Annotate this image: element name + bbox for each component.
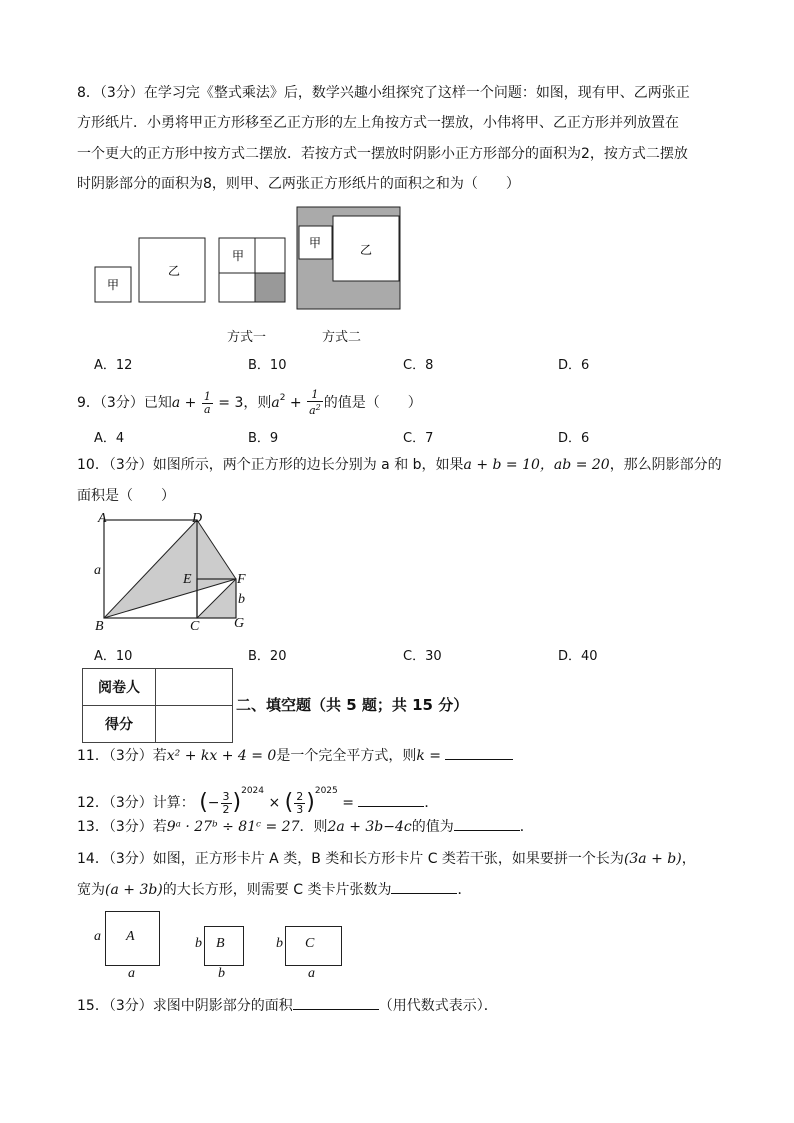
card-b-side-label: b [195,936,202,951]
q8-figure [90,202,410,317]
mode1-caption: 方式一 [227,330,267,345]
q10-stem-line-1: 10．（3分）如图所示，两个正方形的边长分别为 a 和 b，如果a + b = 10，ab = 20，那么阴影部分的 [77,457,722,473]
card-c-bottom-label: a [308,966,315,981]
q9-fraction-2: $\frac{1}{a^2}$ [309,388,321,417]
q15-answer-blank[interactable] [293,995,379,1010]
mode2-yi-label: 乙 [359,243,373,257]
q14-stem-line-1: 14．（3分）如图，正方形卡片 A 类，B 类和长方形卡片 C 类若干张，如果要拼一个长为(3a + b)， [77,851,696,867]
q8-option-a[interactable]: A．12 [94,358,133,373]
q13-answer-blank[interactable] [454,816,520,831]
q12-fraction-2: $\frac{2}{3}$ [296,789,304,816]
q14-answer-blank[interactable] [391,879,457,894]
q8-option-c[interactable]: C．8 [403,358,434,373]
q10-option-a[interactable]: A．10 [94,649,133,664]
label-A: A [98,511,107,526]
q11-answer-blank[interactable] [445,745,513,760]
label-G: G [234,616,245,631]
q15-stem: 15．（3分）求图中阴影部分的面积 （用代数式表示）． [77,995,498,1017]
mode1-shaded-square [255,273,285,302]
q9-option-b[interactable]: B．9 [248,431,279,446]
label-D: D [192,511,203,526]
q12-answer-blank[interactable] [358,792,424,807]
q12-fraction-1: $\frac{3}{2}$ [222,789,230,816]
q8-stem-line-2: 方形纸片．小勇将甲正方形移至乙正方形的左上角按方式一摆放，小伟将甲、乙正方形并列放置在 [77,115,679,131]
section-2-title: 二、填空题（共 5 题；共 15 分） [236,696,469,714]
card-a-label: A [126,929,135,944]
q9-stem: 9．（3分）已知a + $\frac{1}{a}$ = 3，则$a^2$ + $\frac{1}{a^2}$ 的值是（ ） [77,388,422,417]
label-b: b [238,592,245,607]
reviewer-cell[interactable] [156,669,233,706]
label-B: B [95,619,104,634]
card-c-side-label: b [276,936,283,951]
label-E: E [183,572,192,587]
q10-option-b[interactable]: B．20 [248,649,287,664]
q12-stem: 12．（3分）计算： (− $\frac{3}{2}$ )$^{2024}$ × ( $\frac{2}{3}$ )$^{2025}$ = ． [77,786,439,816]
q9-option-d[interactable]: D．6 [558,431,590,446]
q9-option-c[interactable]: C．7 [403,431,434,446]
card-c-label: C [305,936,315,951]
card-b-label: B [216,936,225,951]
card-a-side-label: a [94,929,101,944]
q9-option-a[interactable]: A．4 [94,431,125,446]
q11-stem: 11．（3分）若x² + kx + 4 = 0是一个完全平方式，则k = [77,745,513,767]
q10-stem-line-2: 面积是（ ） [77,488,175,504]
q8-stem-line-3: 一个更大的正方形中按方式二摆放．若按方式一摆放时阴影小正方形部分的面积为2，按方式二摆放 [77,146,688,162]
yi-label: 乙 [167,264,181,278]
card-b-bottom-label: b [218,966,225,981]
q10-option-c[interactable]: C．30 [403,649,442,664]
q13-stem: 13．（3分）若9ᵃ · 27ᵇ ÷ 81ᶜ = 27．则2a + 3b−4c的值为 ． [77,816,534,838]
q10-option-d[interactable]: D．40 [558,649,598,664]
q8-stem-line-1: 8．（3分）在学习完《整式乘法》后，数学兴趣小组探究了这样一个问题：如图，现有甲、乙两张正 [77,85,690,101]
mode1-jia-label: 甲 [231,249,245,263]
label-C: C [190,619,200,634]
q9-fraction-1: $\frac{1}{a}$ [203,389,211,416]
label-F: F [237,572,246,587]
score-table [82,668,233,743]
reviewer-label: 阅卷人 [83,669,156,706]
jia-label: 甲 [106,278,120,292]
q14-stem-line-2: 宽为(a + 3b)的大长方形，则需要 C 类卡片张数为 ． [77,879,471,901]
score-cell[interactable] [156,706,233,743]
mode2-caption: 方式二 [322,330,362,345]
mode2-jia-label: 甲 [308,236,322,250]
score-label: 得分 [83,706,156,743]
q8-stem-line-4: 时阴影部分的面积为8，则甲、乙两张正方形纸片的面积之和为（ ） [77,176,520,192]
label-a: a [94,563,101,578]
q8-option-d[interactable]: D．6 [558,358,590,373]
q8-option-b[interactable]: B．10 [248,358,287,373]
card-a-bottom-label: a [128,966,135,981]
